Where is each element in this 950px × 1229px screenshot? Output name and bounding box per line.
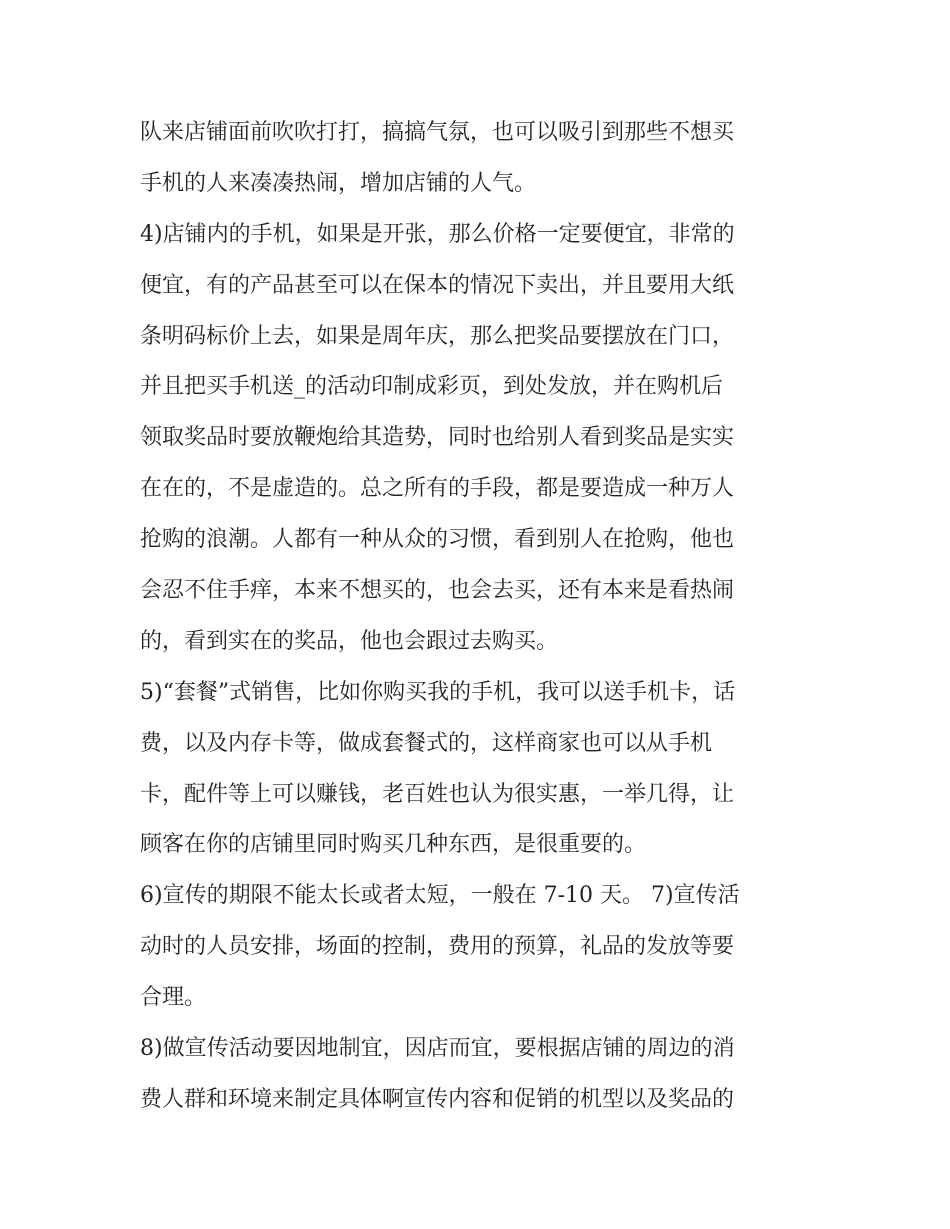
text-line: 手机的人来凑凑热闹，增加店铺的人气。	[140, 170, 537, 196]
text-line: 合理。	[140, 985, 207, 1011]
text-line: 8)做宣传活动要因地制宜，因店而宜，要根据店铺的周边的消	[140, 1036, 735, 1062]
text-line: 6)宣传的期限不能太长或者太短，一般在 7-10 天。 7)宣传活	[140, 883, 740, 909]
text-line: 费人群和环境来制定具体啊宣传内容和促销的机型以及奖品的	[140, 1086, 735, 1112]
text-line: 条明码标价上去，如果是周年庆，那么把奖品要摆放在门口，	[140, 323, 735, 349]
text-line: 便宜，有的产品甚至可以在保本的情况下卖出，并且要用大纸	[140, 272, 735, 298]
text-line: 抢购的浪潮。人都有一种从众的习惯，看到别人在抢购，他也	[140, 527, 735, 553]
text-line: 会忍不住手痒，本来不想买的，也会去买，还有本来是看热闹	[140, 578, 735, 604]
text-line: 4)店铺内的手机，如果是开张，那么价格一定要便宜，非常的	[140, 221, 735, 247]
text-line: 顾客在你的店铺里同时购买几种东西，是很重要的。	[140, 832, 647, 858]
text-line: 并且把买手机送_的活动印制成彩页，到处发放，并在购机后	[140, 374, 724, 400]
text-line: 的，看到实在的奖品，他也会跟过去购买。	[140, 628, 559, 654]
text-line: 在在的，不是虚造的。总之所有的手段，都是要造成一种万人	[140, 476, 735, 502]
text-line: 费，以及内存卡等，做成套餐式的，这样商家也可以从手机	[140, 730, 713, 756]
text-line: 卡，配件等上可以赚钱，老百姓也认为很实惠，一举几得，让	[140, 781, 735, 807]
text-line: 队来店铺面前吹吹打打，搞搞气氛，也可以吸引到那些不想买	[140, 120, 735, 145]
document-body	[140, 108, 820, 1126]
text-line: 领取奖品时要放鞭炮给其造势，同时也给别人看到奖品是实实	[140, 425, 735, 451]
text-line: 动时的人员安排，场面的控制，费用的预算，礼品的发放等要	[140, 934, 735, 960]
text-line: 5)“套餐”式销售，比如你购买我的手机，我可以送手机卡，话	[140, 679, 736, 705]
